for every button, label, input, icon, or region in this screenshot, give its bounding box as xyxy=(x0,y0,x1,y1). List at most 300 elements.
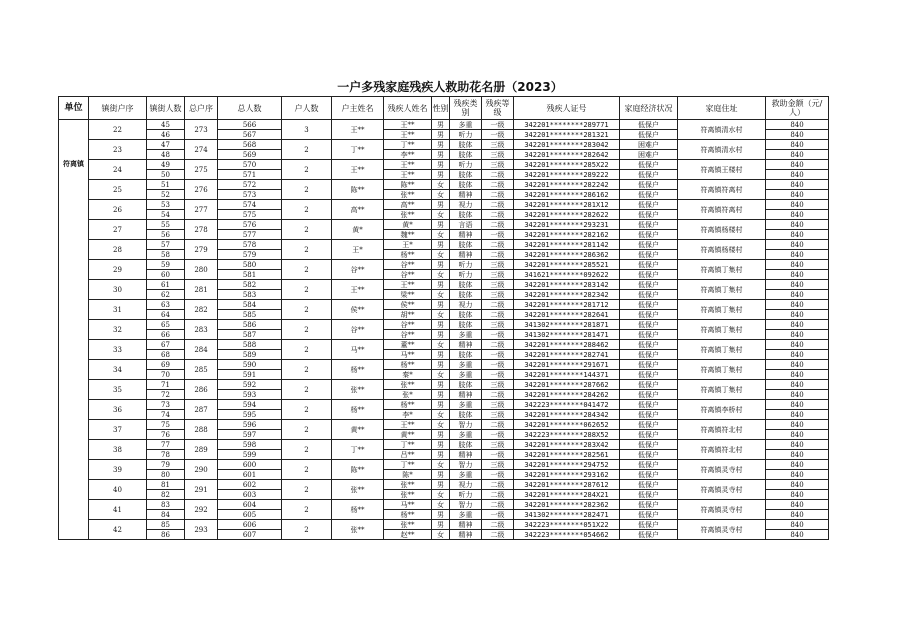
member-name: 王* xyxy=(384,240,432,250)
town-household-no: 31 xyxy=(89,300,147,320)
total-person-no: 605 xyxy=(218,510,282,520)
certificate-number: 342201********285521 xyxy=(514,260,620,270)
member-sex: 女 xyxy=(432,310,450,320)
certificate-number: 342201********282622 xyxy=(514,210,620,220)
disability-grade: 三级 xyxy=(482,160,514,170)
disability-grade: 三级 xyxy=(482,320,514,330)
economic-status: 低保户 xyxy=(620,470,678,480)
household-head: 丁** xyxy=(332,440,384,460)
member-name: 黄** xyxy=(384,430,432,440)
town-person-no: 78 xyxy=(147,450,185,460)
relief-amount: 840 xyxy=(766,480,829,490)
member-name: 梁** xyxy=(384,290,432,300)
disability-grade: 三级 xyxy=(482,380,514,390)
member-sex: 男 xyxy=(432,130,450,140)
disability-grade: 二级 xyxy=(482,210,514,220)
certificate-number: 342201********282741 xyxy=(514,350,620,360)
disability-type: 言语 xyxy=(450,220,482,230)
disability-grade: 三级 xyxy=(482,460,514,470)
disability-grade: 三级 xyxy=(482,260,514,270)
home-address: 符离镇丁集村 xyxy=(678,360,766,380)
household-head: 黄** xyxy=(332,420,384,440)
member-sex: 女 xyxy=(432,270,450,280)
town-person-no: 56 xyxy=(147,230,185,240)
total-person-no: 582 xyxy=(218,280,282,290)
member-name: 张** xyxy=(384,380,432,390)
disability-type: 肢体 xyxy=(450,240,482,250)
economic-status: 低保户 xyxy=(620,220,678,230)
member-name: 高** xyxy=(384,200,432,210)
economic-status: 低保户 xyxy=(620,440,678,450)
member-sex: 男 xyxy=(432,150,450,160)
household-head: 杨** xyxy=(332,360,384,380)
certificate-number: 341621********092622 xyxy=(514,270,620,280)
economic-status: 低保户 xyxy=(620,340,678,350)
table-row xyxy=(59,160,829,170)
household-size: 2 xyxy=(282,440,332,460)
disability-type: 肢体 xyxy=(450,210,482,220)
household-head: 张** xyxy=(332,380,384,400)
household-head: 王** xyxy=(332,120,384,140)
relief-amount: 840 xyxy=(766,140,829,150)
disability-type: 多重 xyxy=(450,430,482,440)
relief-amount: 840 xyxy=(766,380,829,390)
relief-amount: 840 xyxy=(766,150,829,160)
column-header: 户主姓名 xyxy=(332,97,384,120)
relief-amount: 840 xyxy=(766,310,829,320)
disability-grade: 二级 xyxy=(482,480,514,490)
total-household-no: 279 xyxy=(185,240,218,260)
total-person-no: 578 xyxy=(218,240,282,250)
total-person-no: 572 xyxy=(218,180,282,190)
town-person-no: 85 xyxy=(147,520,185,530)
member-sex: 男 xyxy=(432,320,450,330)
disability-type: 肢体 xyxy=(450,440,482,450)
member-sex: 女 xyxy=(432,340,450,350)
disability-type: 肢体 xyxy=(450,140,482,150)
economic-status: 低保户 xyxy=(620,260,678,270)
disability-grade: 二级 xyxy=(482,190,514,200)
table-row xyxy=(59,340,829,350)
town-household-no: 42 xyxy=(89,520,147,540)
economic-status: 低保户 xyxy=(620,350,678,360)
member-sex: 女 xyxy=(432,210,450,220)
total-person-no: 569 xyxy=(218,150,282,160)
member-name: 谷** xyxy=(384,330,432,340)
disability-grade: 一级 xyxy=(482,350,514,360)
home-address: 符离镇丁集村 xyxy=(678,380,766,400)
column-header: 残疾人姓名 xyxy=(384,97,432,120)
relief-amount: 840 xyxy=(766,250,829,260)
relief-amount: 840 xyxy=(766,190,829,200)
economic-status: 低保户 xyxy=(620,180,678,190)
household-size: 2 xyxy=(282,260,332,280)
header-row xyxy=(59,97,829,120)
home-address: 符离镇丁集村 xyxy=(678,260,766,280)
member-name: 赵** xyxy=(384,530,432,540)
disability-grade: 三级 xyxy=(482,140,514,150)
economic-status: 低保户 xyxy=(620,490,678,500)
household-head: 王** xyxy=(332,280,384,300)
household-size: 2 xyxy=(282,240,332,260)
economic-status: 低保户 xyxy=(620,240,678,250)
economic-status: 低保户 xyxy=(620,190,678,200)
relief-amount: 840 xyxy=(766,500,829,510)
town-person-no: 65 xyxy=(147,320,185,330)
table-row xyxy=(59,480,829,490)
economic-status: 低保户 xyxy=(620,520,678,530)
member-sex: 男 xyxy=(432,280,450,290)
town-person-no: 77 xyxy=(147,440,185,450)
town-household-no: 39 xyxy=(89,460,147,480)
disability-type: 听力 xyxy=(450,260,482,270)
relief-amount: 840 xyxy=(766,340,829,350)
home-address: 符离镇灵寺村 xyxy=(678,500,766,520)
relief-amount: 840 xyxy=(766,160,829,170)
member-name: 胡** xyxy=(384,310,432,320)
member-name: 谷** xyxy=(384,260,432,270)
table-row xyxy=(59,380,829,390)
relief-amount: 840 xyxy=(766,360,829,370)
town-person-no: 50 xyxy=(147,170,185,180)
certificate-number: 342223********054662 xyxy=(514,530,620,540)
economic-status: 低保户 xyxy=(620,370,678,380)
certificate-number: 342201********282642 xyxy=(514,150,620,160)
certificate-number: 342201********285X22 xyxy=(514,160,620,170)
relief-amount: 840 xyxy=(766,290,829,300)
disability-grade: 三级 xyxy=(482,410,514,420)
disability-type: 多重 xyxy=(450,470,482,480)
economic-status: 低保户 xyxy=(620,500,678,510)
member-name: 谷** xyxy=(384,320,432,330)
member-sex: 男 xyxy=(432,480,450,490)
member-sex: 女 xyxy=(432,250,450,260)
household-size: 2 xyxy=(282,220,332,240)
household-size: 2 xyxy=(282,320,332,340)
disability-grade: 三级 xyxy=(482,440,514,450)
member-sex: 男 xyxy=(432,120,450,130)
member-name: 王** xyxy=(384,160,432,170)
town-household-no: 40 xyxy=(89,480,147,500)
home-address: 符离镇王楼村 xyxy=(678,160,766,180)
town-person-no: 67 xyxy=(147,340,185,350)
disability-grade: 一级 xyxy=(482,430,514,440)
column-header: 残疾类别 xyxy=(450,97,482,120)
town-person-no: 62 xyxy=(147,290,185,300)
town-person-no: 48 xyxy=(147,150,185,160)
town-person-no: 81 xyxy=(147,480,185,490)
certificate-number: 342201********287612 xyxy=(514,480,620,490)
disability-grade: 二级 xyxy=(482,220,514,230)
relief-amount: 840 xyxy=(766,260,829,270)
total-person-no: 595 xyxy=(218,410,282,420)
total-person-no: 589 xyxy=(218,350,282,360)
disability-type: 听力 xyxy=(450,130,482,140)
town-person-no: 70 xyxy=(147,370,185,380)
household-head: 张** xyxy=(332,520,384,540)
member-sex: 男 xyxy=(432,390,450,400)
member-sex: 男 xyxy=(432,350,450,360)
table-row xyxy=(59,500,829,510)
town-person-no: 75 xyxy=(147,420,185,430)
economic-status: 低保户 xyxy=(620,230,678,240)
relief-amount: 840 xyxy=(766,120,829,130)
economic-status: 低保户 xyxy=(620,450,678,460)
relief-amount: 840 xyxy=(766,460,829,470)
column-header: 家庭经济状况 xyxy=(620,97,678,120)
disability-grade: 二级 xyxy=(482,420,514,430)
total-person-no: 583 xyxy=(218,290,282,300)
total-household-no: 276 xyxy=(185,180,218,200)
certificate-number: 342201********282242 xyxy=(514,180,620,190)
certificate-number: 342223********041472 xyxy=(514,400,620,410)
member-name: 魏** xyxy=(384,230,432,240)
town-person-no: 46 xyxy=(147,130,185,140)
member-name: 吕** xyxy=(384,450,432,460)
member-name: 王** xyxy=(384,280,432,290)
relief-amount: 840 xyxy=(766,300,829,310)
disability-type: 精神 xyxy=(450,230,482,240)
home-address: 符离镇杨楼村 xyxy=(678,220,766,240)
total-household-no: 293 xyxy=(185,520,218,540)
town-person-no: 69 xyxy=(147,360,185,370)
member-name: 杨** xyxy=(384,400,432,410)
certificate-number: 342201********289771 xyxy=(514,120,620,130)
member-sex: 女 xyxy=(432,190,450,200)
disability-grade: 三级 xyxy=(482,270,514,280)
table-row xyxy=(59,420,829,430)
table-row xyxy=(59,460,829,470)
total-person-no: 574 xyxy=(218,200,282,210)
disability-type: 精神 xyxy=(450,250,482,260)
disability-type: 肢体 xyxy=(450,280,482,290)
member-name: 丁** xyxy=(384,140,432,150)
member-sex: 男 xyxy=(432,450,450,460)
certificate-number: 342201********289222 xyxy=(514,170,620,180)
total-household-no: 288 xyxy=(185,420,218,440)
member-sex: 男 xyxy=(432,520,450,530)
member-sex: 女 xyxy=(432,230,450,240)
household-size: 2 xyxy=(282,480,332,500)
economic-status: 低保户 xyxy=(620,320,678,330)
member-name: 丁** xyxy=(384,440,432,450)
certificate-number: 342201********284X21 xyxy=(514,490,620,500)
table-row xyxy=(59,360,829,370)
disability-grade: 二级 xyxy=(482,340,514,350)
table-row xyxy=(59,200,829,210)
table-row xyxy=(59,120,829,130)
disability-type: 精神 xyxy=(450,190,482,200)
town-household-no: 32 xyxy=(89,320,147,340)
member-name: 董** xyxy=(384,340,432,350)
household-size: 2 xyxy=(282,340,332,360)
town-household-no: 38 xyxy=(89,440,147,460)
economic-status: 低保户 xyxy=(620,200,678,210)
relief-amount: 840 xyxy=(766,200,829,210)
total-person-no: 579 xyxy=(218,250,282,260)
disability-grade: 二级 xyxy=(482,200,514,210)
disability-type: 多重 xyxy=(450,120,482,130)
disability-grade: 二级 xyxy=(482,490,514,500)
total-person-no: 597 xyxy=(218,430,282,440)
total-person-no: 568 xyxy=(218,140,282,150)
town-person-no: 51 xyxy=(147,180,185,190)
member-name: 杨** xyxy=(384,250,432,260)
town-person-no: 47 xyxy=(147,140,185,150)
member-name: 张* xyxy=(384,390,432,400)
member-name: 张** xyxy=(384,490,432,500)
unit-cell: 符离镇 xyxy=(59,120,89,540)
member-name: 马** xyxy=(384,500,432,510)
member-name: 杨** xyxy=(384,510,432,520)
town-person-no: 86 xyxy=(147,530,185,540)
table-row xyxy=(59,240,829,250)
household-size: 2 xyxy=(282,500,332,520)
town-person-no: 72 xyxy=(147,390,185,400)
home-address: 符离镇符北村 xyxy=(678,440,766,460)
total-person-no: 566 xyxy=(218,120,282,130)
certificate-number: 342201********294752 xyxy=(514,460,620,470)
column-header: 总人数 xyxy=(218,97,282,120)
member-name: 李* xyxy=(384,410,432,420)
member-name: 陈* xyxy=(384,470,432,480)
disability-type: 多重 xyxy=(450,510,482,520)
household-size: 2 xyxy=(282,160,332,180)
home-address: 符离镇清水村 xyxy=(678,120,766,140)
member-sex: 女 xyxy=(432,420,450,430)
member-sex: 男 xyxy=(432,360,450,370)
disability-type: 视力 xyxy=(450,480,482,490)
town-person-no: 60 xyxy=(147,270,185,280)
column-header: 残疾等级 xyxy=(482,97,514,120)
disability-type: 精神 xyxy=(450,390,482,400)
total-household-no: 290 xyxy=(185,460,218,480)
disability-type: 多重 xyxy=(450,370,482,380)
member-sex: 女 xyxy=(432,530,450,540)
certificate-number: 342201********287662 xyxy=(514,380,620,390)
disability-grade: 三级 xyxy=(482,400,514,410)
total-person-no: 570 xyxy=(218,160,282,170)
household-head: 陈** xyxy=(332,460,384,480)
household-head: 侯** xyxy=(332,300,384,320)
town-person-no: 64 xyxy=(147,310,185,320)
member-sex: 女 xyxy=(432,290,450,300)
member-name: 王** xyxy=(384,170,432,180)
economic-status: 低保户 xyxy=(620,420,678,430)
total-person-no: 601 xyxy=(218,470,282,480)
disability-type: 肢体 xyxy=(450,350,482,360)
total-person-no: 594 xyxy=(218,400,282,410)
total-person-no: 604 xyxy=(218,500,282,510)
total-household-no: 280 xyxy=(185,260,218,280)
total-person-no: 592 xyxy=(218,380,282,390)
household-size: 2 xyxy=(282,280,332,300)
disability-grade: 二级 xyxy=(482,170,514,180)
economic-status: 低保户 xyxy=(620,510,678,520)
total-person-no: 602 xyxy=(218,480,282,490)
economic-status: 低保户 xyxy=(620,360,678,370)
disability-grade: 二级 xyxy=(482,300,514,310)
household-size: 2 xyxy=(282,140,332,160)
economic-status: 低保户 xyxy=(620,250,678,260)
total-household-no: 284 xyxy=(185,340,218,360)
member-name: 王** xyxy=(384,120,432,130)
member-name: 谷** xyxy=(384,270,432,280)
member-name: 李** xyxy=(384,150,432,160)
member-name: 侯** xyxy=(384,300,432,310)
disability-type: 肢体 xyxy=(450,170,482,180)
column-header: 性别 xyxy=(432,97,450,120)
relief-amount: 840 xyxy=(766,230,829,240)
table-row xyxy=(59,280,829,290)
member-sex: 男 xyxy=(432,300,450,310)
certificate-number: 342201********282362 xyxy=(514,500,620,510)
total-person-no: 600 xyxy=(218,460,282,470)
member-sex: 女 xyxy=(432,180,450,190)
economic-status: 低保户 xyxy=(620,330,678,340)
member-name: 王** xyxy=(384,130,432,140)
disability-grade: 三级 xyxy=(482,290,514,300)
relief-amount: 840 xyxy=(766,280,829,290)
certificate-number: 342201********281X12 xyxy=(514,200,620,210)
town-person-no: 84 xyxy=(147,510,185,520)
disability-type: 视力 xyxy=(450,200,482,210)
disability-type: 精神 xyxy=(450,450,482,460)
disability-type: 肢体 xyxy=(450,180,482,190)
disability-grade: 二级 xyxy=(482,240,514,250)
home-address: 符离镇灵寺村 xyxy=(678,520,766,540)
total-person-no: 577 xyxy=(218,230,282,240)
town-household-no: 27 xyxy=(89,220,147,240)
relief-amount: 840 xyxy=(766,220,829,230)
town-person-no: 71 xyxy=(147,380,185,390)
certificate-number: 342201********281712 xyxy=(514,300,620,310)
town-person-no: 68 xyxy=(147,350,185,360)
total-household-no: 291 xyxy=(185,480,218,500)
total-household-no: 289 xyxy=(185,440,218,460)
economic-status: 低保户 xyxy=(620,130,678,140)
economic-status: 低保户 xyxy=(620,160,678,170)
relief-amount: 840 xyxy=(766,210,829,220)
relief-amount: 840 xyxy=(766,390,829,400)
disability-grade: 二级 xyxy=(482,500,514,510)
certificate-number: 342201********286362 xyxy=(514,250,620,260)
certificate-number: 342201********293231 xyxy=(514,220,620,230)
disability-grade: 二级 xyxy=(482,520,514,530)
disability-grade: 二级 xyxy=(482,180,514,190)
relief-amount: 840 xyxy=(766,470,829,480)
member-sex: 女 xyxy=(432,500,450,510)
member-name: 张** xyxy=(384,520,432,530)
economic-status: 低保户 xyxy=(620,310,678,320)
home-address: 符离镇杨楼村 xyxy=(678,240,766,260)
total-person-no: 607 xyxy=(218,530,282,540)
certificate-number: 342201********283042 xyxy=(514,140,620,150)
total-person-no: 599 xyxy=(218,450,282,460)
total-household-no: 292 xyxy=(185,500,218,520)
household-head: 杨** xyxy=(332,500,384,520)
relief-roster-table xyxy=(58,96,829,540)
disability-grade: 一级 xyxy=(482,450,514,460)
household-head: 黄* xyxy=(332,220,384,240)
town-person-no: 83 xyxy=(147,500,185,510)
town-person-no: 73 xyxy=(147,400,185,410)
relief-amount: 840 xyxy=(766,180,829,190)
table-row xyxy=(59,440,829,450)
column-header: 镇街人数 xyxy=(147,97,185,120)
member-name: 杨** xyxy=(384,360,432,370)
member-sex: 男 xyxy=(432,510,450,520)
